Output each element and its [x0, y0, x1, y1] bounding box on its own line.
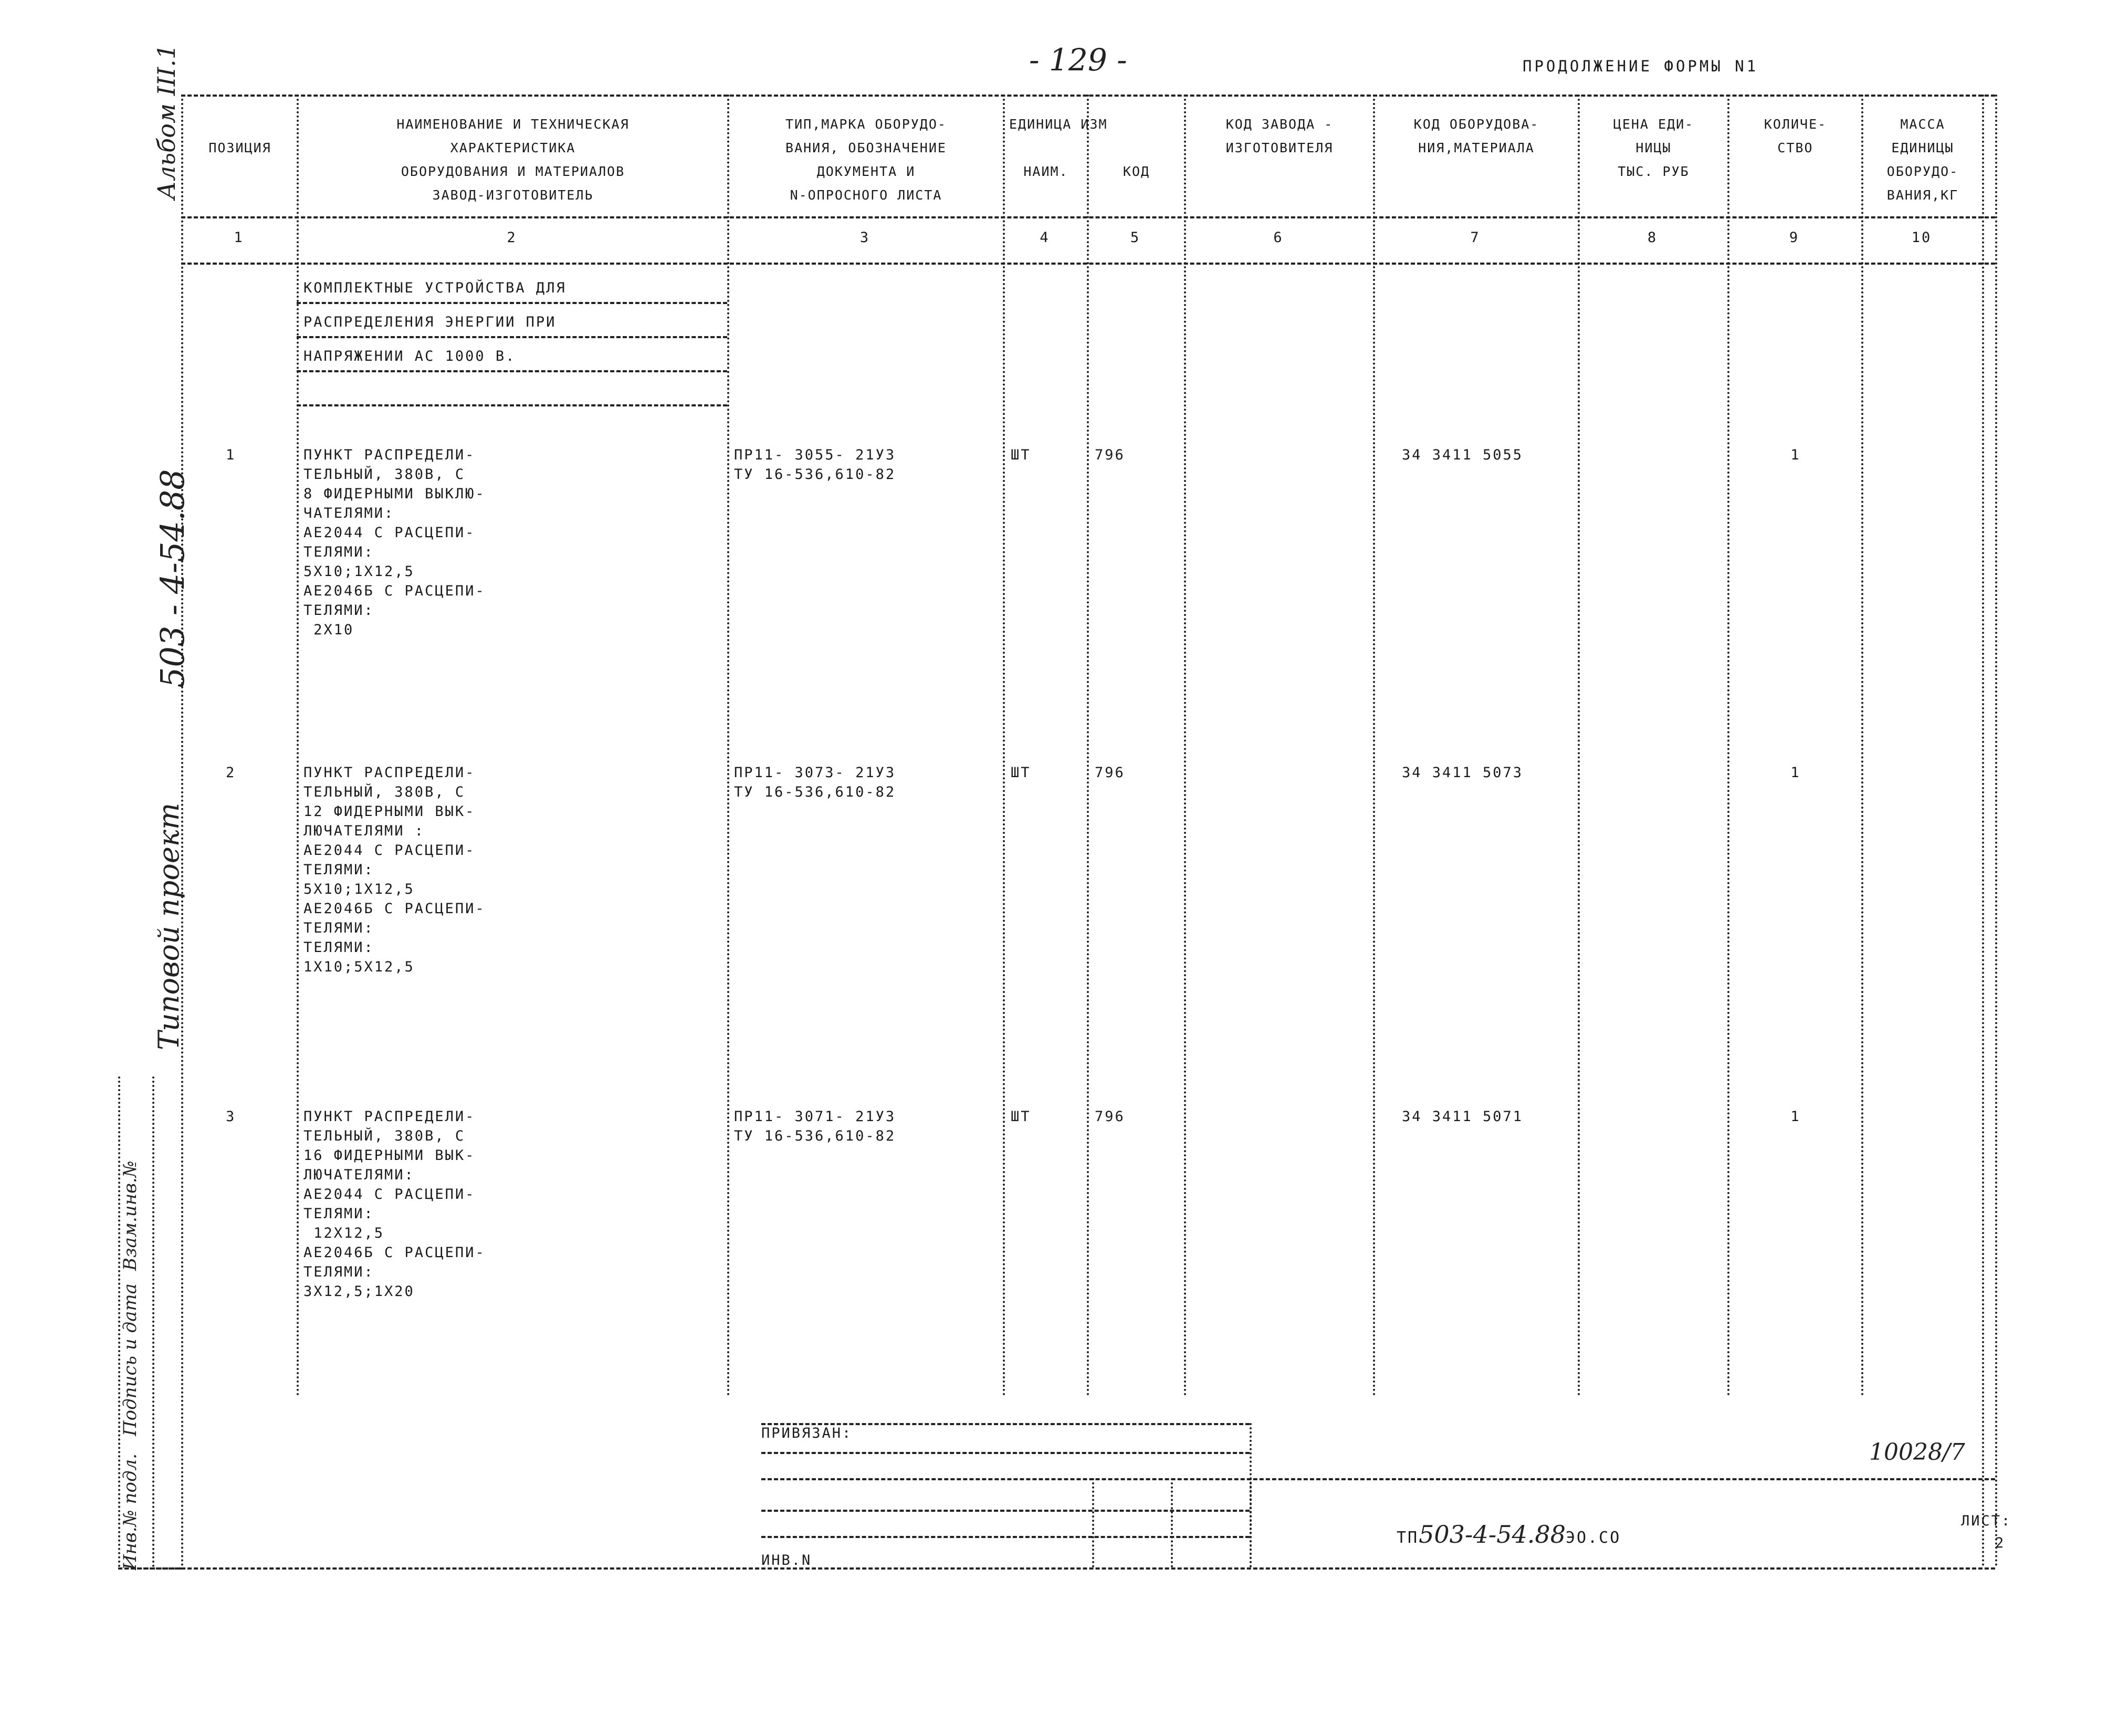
margin-separator [152, 1076, 154, 1567]
column-separator [1087, 95, 1089, 1397]
titleblock-rule [761, 1536, 1250, 1538]
item-name-line: АЕ2046Б С РАСЦЕПИ- [303, 583, 486, 599]
column-separator [1184, 95, 1186, 1397]
section-title-line: НАПРЯЖЕНИИ АС 1000 В. [303, 348, 516, 364]
titleblock-rule [761, 1510, 1250, 1512]
drawing-code [1397, 1520, 1621, 1549]
item-name-line: ТЕЛЬНЫЙ, 380В, С [303, 784, 466, 800]
column-separator [1003, 95, 1005, 1397]
section-rule [297, 370, 727, 372]
item-name-line: ТЕЛЯМИ: [303, 862, 374, 878]
column-number: 4 [1040, 229, 1050, 246]
column-separator [1727, 95, 1729, 1397]
section-rule [297, 404, 727, 406]
item-equipment-code: 34 3411 5073 [1402, 765, 1524, 781]
column-header-line: МАССА [1900, 117, 1945, 132]
item-name-line: ТЕЛЯМИ: [303, 544, 374, 560]
item-name-line: АЕ2044 С РАСЦЕПИ- [303, 1186, 476, 1202]
column-header-line: ЕДИНИЦА ИЗМ [1009, 117, 1108, 132]
document-number: 10028/7 [1869, 1439, 1965, 1466]
item-name-line: ТЕЛЯМИ: [303, 602, 374, 619]
column-number: 6 [1273, 229, 1284, 246]
continuation-note: ПРОДОЛЖЕНИЕ ФОРМЫ N1 [1523, 57, 1759, 75]
item-name-line: ТЕЛЬНЫЙ, 380В, С [303, 466, 466, 483]
item-name-line: ТЕЛЯМИ: [303, 920, 374, 936]
item-unit-code: 796 [1095, 447, 1125, 463]
column-number: 1 [234, 229, 244, 246]
sheet-label: ЛИСТ: [1961, 1513, 2012, 1529]
item-name-line: 12 ФИДЕРНЫМИ ВЫК- [303, 803, 476, 820]
sheet-number: 2 [1995, 1535, 2006, 1551]
album-label: Альбом III.1 [152, 44, 181, 200]
item-unit-code: 796 [1095, 765, 1125, 781]
column-header-line: НАИМЕНОВАНИЕ И ТЕХНИЧЕСКАЯ [396, 117, 630, 132]
item-position: 2 [226, 765, 236, 781]
item-name-line: ТЕЛЯМИ: [303, 1206, 374, 1222]
item-name-line: ТЕЛЯМИ: [303, 1264, 374, 1280]
item-type-line: ПР11- 3071- 21У3 [734, 1108, 896, 1125]
item-name-line: АЕ2044 С РАСЦЕПИ- [303, 525, 476, 541]
table-rule [761, 1452, 1250, 1454]
item-name-line: 16 ФИДЕРНЫМИ ВЫК- [303, 1147, 476, 1164]
column-number: 5 [1130, 229, 1141, 246]
column-header-line: КОД [1123, 164, 1150, 179]
column-number: 3 [859, 229, 871, 246]
section-rule [297, 302, 727, 304]
item-name-line: ПУНКТ РАСПРЕДЕЛИ- [303, 1108, 476, 1125]
project-label-vertical: Типовой проект [152, 802, 185, 1050]
item-name-line: 2Х10 [303, 622, 354, 638]
table-rule [761, 1478, 1995, 1480]
item-quantity: 1 [1790, 1108, 1801, 1125]
drawing-code-suffix: ЭО.СО [1565, 1529, 1621, 1547]
item-name-line: 1Х10;5Х12,5 [303, 959, 415, 975]
item-unit: ШТ [1011, 765, 1031, 781]
table-rule [118, 1567, 1995, 1570]
stamp-signature-date: Подпись и дата [120, 1283, 141, 1436]
section-rule [297, 336, 727, 338]
column-header-line: N-ОПРОСНОГО ЛИСТА [790, 187, 942, 203]
titleblock-separator [1092, 1478, 1094, 1567]
item-name-line: 5Х10;1Х12,5 [303, 881, 415, 897]
item-name-line: ЛЮЧАТЕЛЯМИ: [303, 1167, 415, 1183]
section-title-line: РАСПРЕДЕЛЕНИЯ ЭНЕРГИИ ПРИ [303, 314, 557, 330]
column-number: 2 [507, 229, 517, 246]
column-header-line: ТЫС. РУБ [1618, 164, 1690, 179]
column-separator [1861, 95, 1863, 1397]
column-number: 7 [1470, 229, 1481, 246]
column-number: 9 [1789, 229, 1800, 246]
column-header-line: НИЯ,МАТЕРИАЛА [1418, 140, 1535, 155]
column-separator [1373, 95, 1375, 1397]
item-name-line: 5Х10;1Х12,5 [303, 563, 415, 580]
column-header-line: ВАНИЯ,КГ [1886, 187, 1959, 203]
item-type-line: ПР11- 3055- 21У3 [734, 447, 896, 463]
item-quantity: 1 [1790, 447, 1801, 463]
item-type-line: ПР11- 3073- 21У3 [734, 765, 896, 781]
column-header-line: ВАНИЯ, ОБОЗНАЧЕНИЕ [785, 140, 947, 155]
column-separator [727, 95, 729, 1397]
margin-rule [118, 1567, 181, 1570]
stamp-replacement-inv: Взам.инв.№ [120, 1160, 141, 1271]
column-number: 8 [1647, 229, 1658, 246]
item-name-line: АЕ2046Б С РАСЦЕПИ- [303, 1245, 486, 1261]
item-name-line: ТЕЛЬНЫЙ, 380В, С [303, 1128, 466, 1144]
item-name-line: ПУНКТ РАСПРЕДЕЛИ- [303, 765, 476, 781]
item-name-line: 12Х12,5 [303, 1225, 385, 1241]
column-header-line: КОД ЗАВОДА - [1225, 117, 1334, 132]
column-header-line: ИЗГОТОВИТЕЛЯ [1225, 140, 1334, 155]
titleblock-separator [1250, 1423, 1252, 1567]
item-name-line: ТЕЛЯМИ: [303, 939, 374, 956]
column-header-line: КОД ОБОРУДОВА- [1413, 117, 1539, 132]
item-type-line: ТУ 16-536,610-82 [734, 466, 896, 483]
item-name-line: ПУНКТ РАСПРЕДЕЛИ- [303, 447, 476, 463]
column-header-line: СТВО [1777, 140, 1813, 155]
column-separator [297, 95, 299, 1397]
item-position: 3 [226, 1108, 236, 1125]
column-number: 10 [1911, 229, 1932, 246]
column-header-line: ОБОРУДОВАНИЯ И МАТЕРИАЛОВ [401, 164, 625, 179]
column-separator [181, 95, 183, 1567]
column-header-line: КОЛИЧЕ- [1764, 117, 1827, 132]
item-name-line: АЕ2046Б С РАСЦЕПИ- [303, 901, 486, 917]
column-header-line: ОБОРУДО- [1886, 164, 1959, 179]
item-name-line: ЛЮЧАТЕЛЯМИ : [303, 823, 425, 839]
column-header-line: НАИМ. [1023, 164, 1068, 179]
project-code-vertical: 503 - 4-54.88 [153, 469, 192, 688]
item-unit: ШТ [1011, 1108, 1031, 1125]
item-name-line: ЧАТЕЛЯМИ: [303, 505, 395, 521]
stamp-original-inv: Инв.№ подл. [120, 1453, 141, 1570]
margin-separator [118, 1076, 120, 1567]
column-header-line: ЗАВОД-ИЗГОТОВИТЕЛЬ [432, 187, 594, 203]
section-title-line: КОМПЛЕКТНЫЕ УСТРОЙСТВА ДЛЯ [303, 280, 567, 296]
item-equipment-code: 34 3411 5055 [1402, 447, 1524, 463]
inv-label: ИНВ.N [761, 1552, 812, 1568]
column-header-line: ТИП,МАРКА ОБОРУДО- [785, 117, 947, 132]
column-separator [1982, 95, 1984, 1567]
drawing-code-number: 503-4-54.88 [1419, 1520, 1566, 1549]
column-separator [1578, 95, 1580, 1397]
column-header-line: ЕДИНИЦЫ [1891, 140, 1954, 155]
item-quantity: 1 [1790, 765, 1801, 781]
privyazan-label: ПРИВЯЗАН: [761, 1425, 853, 1441]
item-name-line: АЕ2044 С РАСЦЕПИ- [303, 842, 476, 859]
item-unit-code: 796 [1095, 1108, 1125, 1125]
column-header-line: ЦЕНА ЕДИ- [1613, 117, 1694, 132]
item-type-line: ТУ 16-536,610-82 [734, 784, 896, 800]
column-header-line: НИЦЫ [1635, 140, 1672, 155]
titleblock-separator [1171, 1478, 1173, 1567]
item-position: 1 [226, 447, 236, 463]
item-name-line: 8 ФИДЕРНЫМИ ВЫКЛЮ- [303, 486, 486, 502]
item-type-line: ТУ 16-536,610-82 [734, 1128, 896, 1144]
item-unit: ШТ [1011, 447, 1031, 463]
column-header-line: ДОКУМЕНТА И [816, 164, 916, 179]
right-border [1995, 95, 1997, 1567]
drawing-code-prefix: ТП [1397, 1529, 1419, 1547]
column-header-line: ПОЗИЦИЯ [208, 140, 271, 155]
column-header-line: ХАРАКТЕРИСТИКА [450, 140, 576, 155]
page-number: - 129 - [1029, 42, 1127, 78]
item-name-line: 3Х12,5;1Х20 [303, 1283, 415, 1300]
item-equipment-code: 34 3411 5071 [1402, 1108, 1524, 1125]
